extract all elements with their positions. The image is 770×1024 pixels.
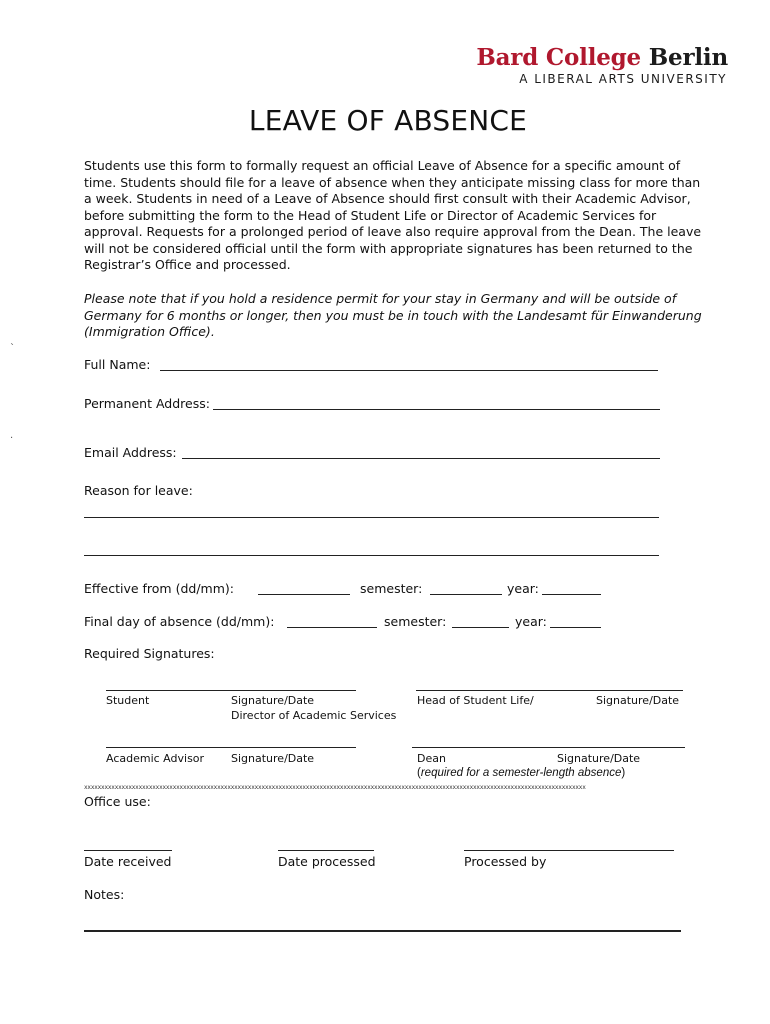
effective-year-label: year: <box>507 581 539 596</box>
academic-advisor-label: Academic Advisor <box>106 752 205 765</box>
full-name-field[interactable] <box>160 370 658 371</box>
advisor-signature-date-label: Signature/Date <box>231 752 315 765</box>
dean-label: Dean <box>417 752 446 765</box>
email-address-label: Email Address: <box>84 445 177 460</box>
page-title: LEAVE OF ABSENCE <box>248 104 528 137</box>
head-student-life-signature-line[interactable] <box>416 690 683 691</box>
date-processed-line[interactable] <box>278 850 374 851</box>
separator-line: xxxxxxxxxxxxxxxxxxxxxxxxxxxxxxxxxxxxxxxxxxxxxxxxxxxxxxxxxxxxxxxxxxxxxxxxxxxxxxxxxxxxxxxxxxxxxxxxxxxxxxxxxxxxxxxxxxxxxxxxxxxxxxxxxxxxxxxxxxxxxxxxxxx <box>84 784 586 791</box>
full-name-label: Full Name: <box>84 357 151 372</box>
dean-signature-line[interactable] <box>412 747 685 748</box>
required-signatures-heading: Required Signatures: <box>84 646 215 661</box>
stray-mark: ` <box>10 343 15 354</box>
reason-field-line-1[interactable] <box>84 517 659 518</box>
processed-by-line[interactable] <box>464 850 674 851</box>
logo-tagline: A LIBERAL ARTS UNIVERSITY <box>519 72 727 86</box>
dean-note: (required for a semester-length absence) <box>417 767 626 779</box>
director-academic-label: Director of Academic Services <box>231 709 397 722</box>
date-received-line[interactable] <box>84 850 172 851</box>
final-year-field[interactable] <box>550 627 601 628</box>
final-semester-label: semester: <box>384 614 447 629</box>
effective-semester-label: semester: <box>360 581 423 596</box>
effective-year-field[interactable] <box>542 594 601 595</box>
notes-label: Notes: <box>84 887 125 902</box>
head-signature-date-label: Signature/Date <box>596 694 680 707</box>
date-received-label: Date received <box>84 854 172 869</box>
logo-brand-dark: Berlin <box>648 44 728 71</box>
advisor-signature-line[interactable] <box>106 747 356 748</box>
head-student-life-label: Head of Student Life/ <box>417 694 534 707</box>
reason-label: Reason for leave: <box>84 483 193 498</box>
effective-semester-field[interactable] <box>430 594 502 595</box>
processed-by-label: Processed by <box>464 854 547 869</box>
reason-field-line-2[interactable] <box>84 555 659 556</box>
date-processed-label: Date processed <box>278 854 376 869</box>
college-logo <box>476 44 728 71</box>
student-signature-line[interactable] <box>106 690 356 691</box>
effective-from-label: Effective from (dd/mm): <box>84 581 234 596</box>
dean-signature-date-label: Signature/Date <box>557 752 641 765</box>
student-label: Student <box>106 694 150 707</box>
office-use-heading: Office use: <box>84 794 151 809</box>
intro-paragraph: Students use this form to formally request an official Leave of Absence for a specific amount of time. Students should file for a leave of absence when they anticipate missing class for more than a week. Students in need of a Leave of Absence should first consult with their Academic Advisor, before submitting the form to the Head of Student Life or Director of Academic Services for approval. Requests for a prolonged period of leave also require approval from the Dean. The leave will not be considered official until the form with appropriate signatures has been returned to the Registrar’s Office and processed. <box>84 158 702 272</box>
notes-field[interactable] <box>84 930 681 932</box>
permanent-address-label: Permanent Address: <box>84 396 210 411</box>
stray-mark: . <box>10 430 14 441</box>
email-address-field[interactable] <box>182 458 660 459</box>
final-semester-field[interactable] <box>452 627 509 628</box>
logo-brand-red: Bard College <box>476 44 641 71</box>
permanent-address-field[interactable] <box>213 409 660 410</box>
final-day-field[interactable] <box>287 627 377 628</box>
residence-permit-note: Please note that if you hold a residence permit for your stay in Germany and will be outside of Germany for 6 months or longer, then you must be in touch with the Landesamt für Einwanderung (Immigration Office). <box>84 291 702 339</box>
final-day-label: Final day of absence (dd/mm): <box>84 614 275 629</box>
student-signature-date-label: Signature/Date <box>231 694 315 707</box>
effective-from-field[interactable] <box>258 594 350 595</box>
final-year-label: year: <box>515 614 547 629</box>
